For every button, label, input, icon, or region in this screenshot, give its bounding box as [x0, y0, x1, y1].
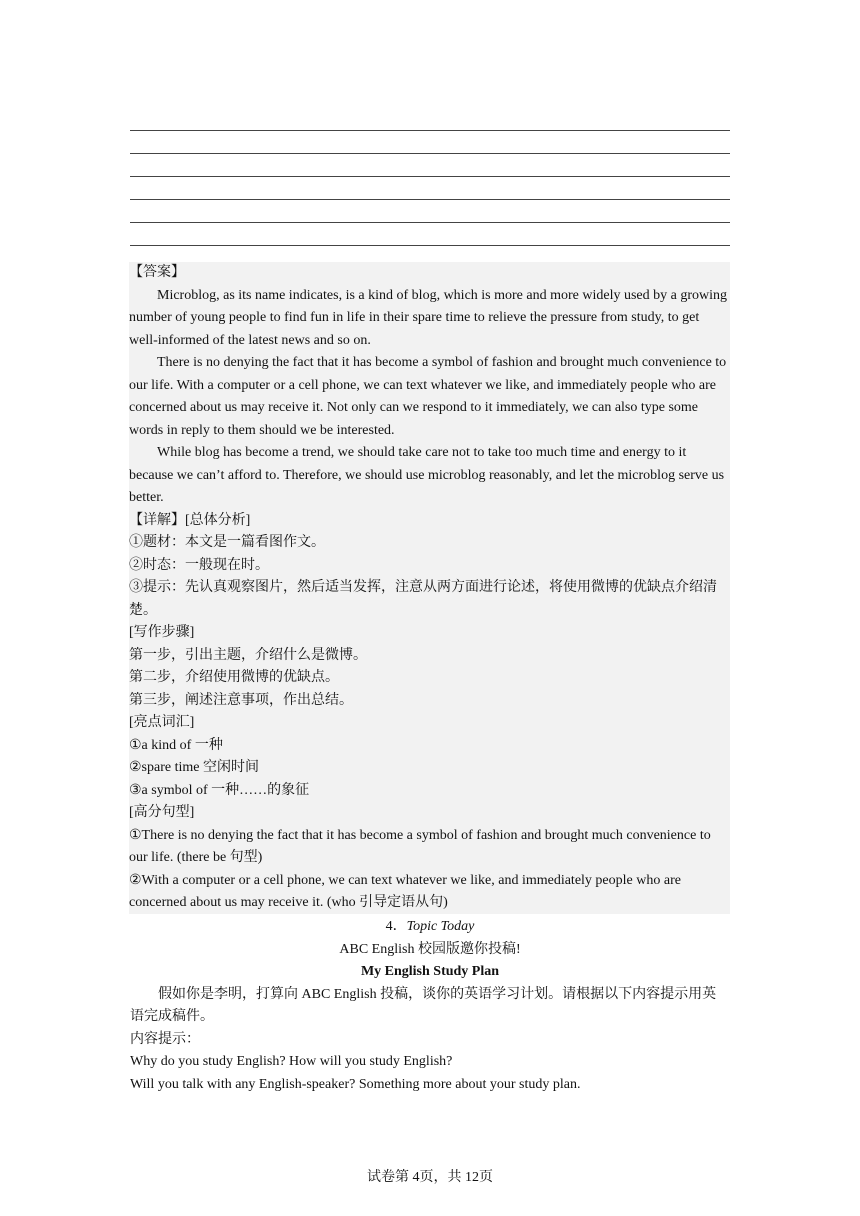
analysis-item: ②时态：一般现在时。: [129, 557, 269, 573]
hint-label: 内容提示：: [130, 1031, 200, 1047]
sentence-header: [高分句型]: [129, 805, 195, 820]
analysis-header: 【详解】[总体分析]: [129, 512, 251, 528]
writing-line: [130, 108, 730, 131]
vocab-item: ②spare time 空闲时间: [129, 760, 259, 775]
step-item: 第三步，阐述注意事项，作出总结。: [129, 692, 353, 708]
answer-section: [129, 262, 730, 914]
vocab-item: ③a symbol of 一种……的象征: [129, 782, 310, 798]
question-section: [130, 916, 730, 1096]
hint-line: Why do you study English? How will you study English?: [130, 1054, 453, 1069]
analysis-item: ③提示：先认真观察图片，然后适当发挥，注意从两方面进行论述，将使用微博的优缺点介绍清楚。: [129, 580, 717, 618]
sentence-item: ②With a computer or a cell phone, we can text whatever we like, and immediately people who are concerned about us may receive it. (who 引导定语从句): [129, 872, 681, 910]
answer-paragraph-3: While blog has become a trend, we should take care not to take too much time and energy to it because we can’t afford to. Therefore, we should use microblog reasonably, and let the microblog serve us better.: [129, 445, 725, 505]
question-invite: ABC English 校园版邀你投稿!: [339, 941, 521, 957]
question-prompt: 假如你是李明，打算向 ABC English 投稿，谈你的英语学习计划。请根据以下内容提示用英语完成稿件。: [130, 986, 717, 1024]
vocab-item: ①a kind of 一种: [129, 737, 223, 753]
writing-line: [130, 223, 730, 246]
step-item: 第一步，引出主题，介绍什么是微博。: [129, 647, 367, 663]
writing-line: [130, 131, 730, 154]
writing-line: [130, 154, 730, 177]
steps-header: [写作步骤]: [129, 625, 195, 640]
page-footer: 试卷第 4页，共 12页: [367, 1170, 493, 1185]
analysis-item: ①题材：本文是一篇看图作文。: [129, 535, 325, 550]
hint-line: Will you talk with any English-speaker? Something more about your study plan.: [130, 1076, 581, 1092]
answer-paragraph-2: There is no denying the fact that it has become a symbol of fashion and brought much convenience to our life. With a computer or a cell phone, we can text whatever we like, and immediately people who are concerned about us may receive it. Not only can we respond to it immediately, we can also type some words in reply to them should we be interested.: [129, 355, 727, 438]
vocab-header: [亮点词汇]: [129, 715, 195, 730]
writing-line: [130, 200, 730, 223]
step-item: 第二步，介绍使用微博的优缺点。: [129, 670, 339, 685]
answer-paragraph-1: Microblog, as its name indicates, is a kind of blog, which is more and more widely used by a growing number of young people to find fun in life in their spare time to relieve the pressure from study, to get well-informed of the latest news and so on.: [129, 287, 728, 348]
question-topic-line: [130, 916, 730, 939]
sentence-item: ①There is no denying the fact that it has become a symbol of fashion and brought much convenience to our life. (there be 句型): [129, 827, 711, 865]
question-title: My English Study Plan: [360, 964, 500, 979]
question-number: 4．: [385, 919, 407, 934]
writing-lines: [130, 108, 730, 269]
writing-line: [130, 177, 730, 200]
answer-header: 【答案】: [129, 265, 185, 280]
question-topic: Topic Today: [406, 919, 475, 934]
